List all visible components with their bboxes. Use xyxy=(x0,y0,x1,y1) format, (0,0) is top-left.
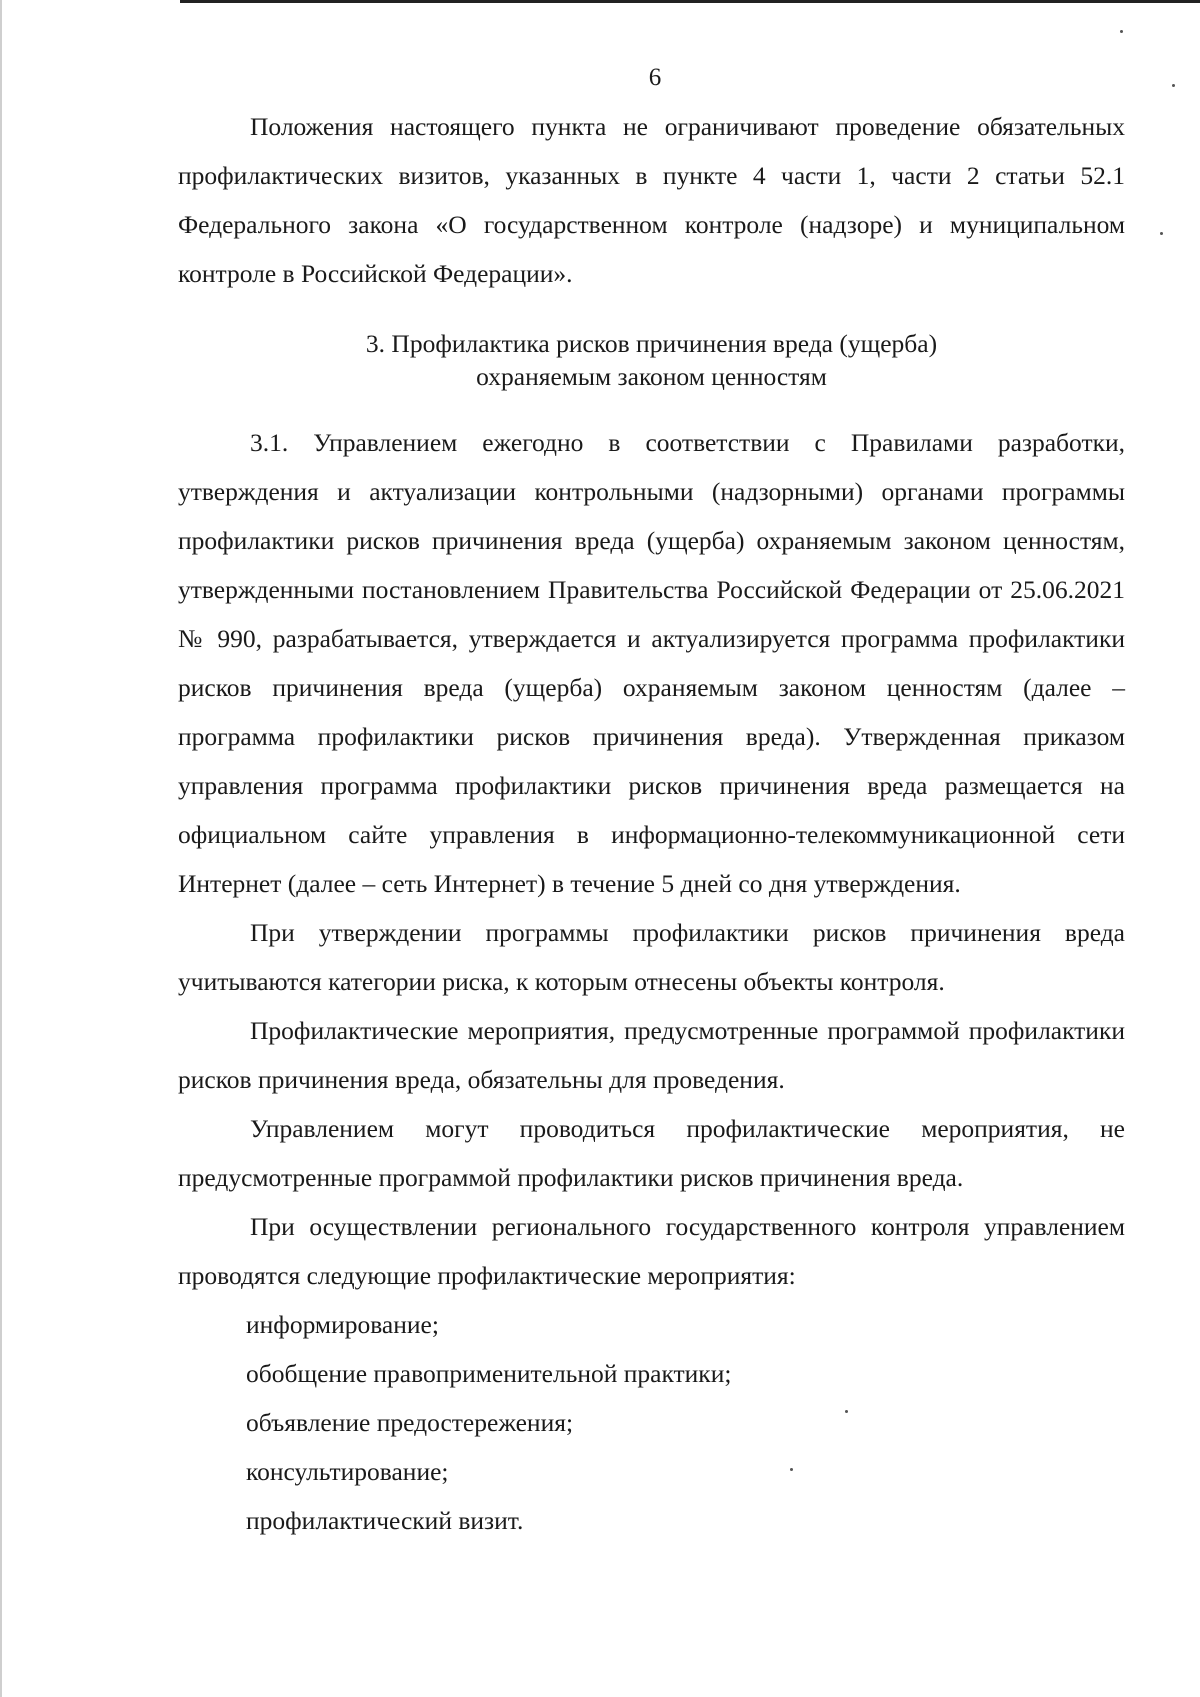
paragraph-risk-categories: При утверждении программы профилактики рисков причинения вреда учитываются категории риска, к которым отнесены объекты контроля. xyxy=(178,918,1125,996)
paragraph-3-1: 3.1. Управлением ежегодно в соответствии с Правилами разработки, утверждения и актуализации контрольными (надзорными) органами программы профилактики рисков причинения вреда (ущерба) охраняемым законом ценностям, утвержденными постановлением Правительства Российской Федерации от 25.06.2021 № 990, разрабатывается, утверждается и актуализируется программа профилактики рисков причинения вреда (ущерба) охраняемым законом ценностям (далее – программа профилактики рисков причинения вреда). Утвержденная приказом управления программа профилактики рисков причинения вреда размещается на официальном сайте управления в информационно-телекоммуникационной сети Интернет (далее – сеть Интернет) в течение 5 дней со дня утверждения. xyxy=(178,428,1125,898)
scan-speck xyxy=(1172,84,1175,87)
paragraph-measures-intro: При осуществлении регионального государственного контроля управлением проводятся следующие профилактические мероприятия: xyxy=(178,1212,1125,1290)
section-body xyxy=(178,418,1125,1545)
intro-paragraph: Положения настоящего пункта не ограничивают проведение обязательных профилактических визитов, указанных в пункте 4 части 1, части 2 статьи 52.1 Федерального закона «О государственном контроле (надзоре) и муниципальном контроле в Российской Федерации». xyxy=(178,112,1125,288)
section-heading xyxy=(178,327,1125,393)
paragraph-optional-measures: Управлением могут проводиться профилактические мероприятия, не предусмотренные программой профилактики рисков причинения вреда. xyxy=(178,1114,1125,1192)
scan-top-border xyxy=(180,0,1200,3)
scan-left-edge xyxy=(0,0,2,1697)
measure-list-item: объявление предостережения; xyxy=(246,1408,574,1437)
scan-speck xyxy=(845,1410,848,1413)
measure-list-item: профилактический визит. xyxy=(246,1506,524,1535)
measure-list-item: информирование; xyxy=(246,1310,439,1339)
scan-speck xyxy=(790,1468,793,1471)
section-heading-line-2: охраняемым законом ценностям xyxy=(476,362,827,391)
section-heading-line-1: 3. Профилактика рисков причинения вреда (ущерба) xyxy=(365,329,938,358)
scan-speck xyxy=(1120,30,1123,33)
paragraph-mandatory-measures: Профилактические мероприятия, предусмотренные программой профилактики рисков причинения вреда, обязательны для проведения. xyxy=(178,1016,1125,1094)
measure-list-item: консультирование; xyxy=(246,1457,449,1486)
page-number: 6 xyxy=(648,64,662,91)
scan-speck xyxy=(1160,232,1163,235)
measure-list-item: обобщение правоприменительной практики; xyxy=(246,1359,732,1388)
intro-block xyxy=(178,102,1125,298)
